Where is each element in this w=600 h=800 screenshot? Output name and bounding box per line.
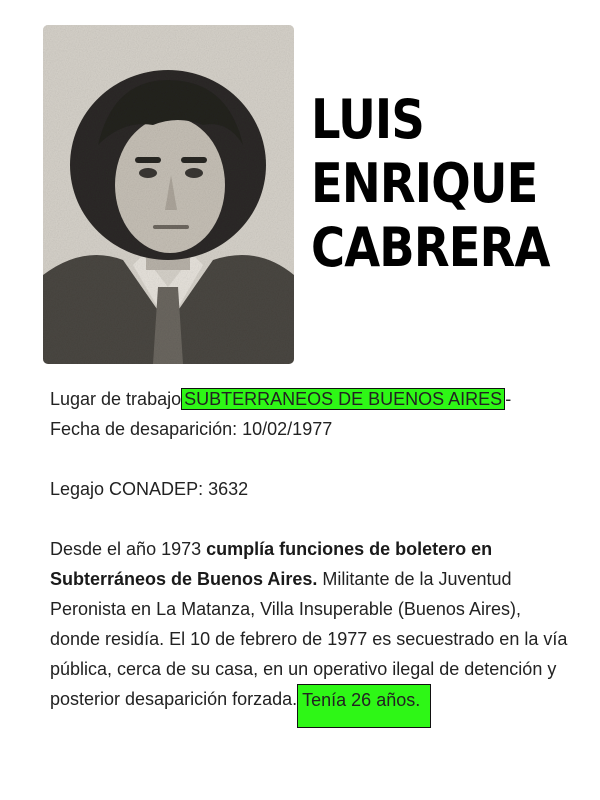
bio-bold: cumplía funciones de boletero en Subterráneos de Buenos Aires. [50, 539, 493, 589]
article-body [50, 384, 570, 728]
age-highlight: Tenía 26 años. [297, 684, 431, 728]
bio-body: Militante de la Juventud Peronista en La Matanza, Villa Insuperable (Buenos Aires), donde residía. El 10 de febrero de 1977 es secuestrado en la vía pública, cerca de su casa, en un operativo ilegal de detención y posterior desaparición forzada. [50, 569, 568, 709]
legajo-line [50, 474, 570, 504]
workplace-separator: - [505, 389, 512, 409]
name-line-last: CABRERA [311, 216, 550, 279]
name-line-first: LUIS [311, 88, 424, 151]
bio-intro: Desde el año 1973 [50, 539, 207, 559]
person-name [311, 88, 552, 280]
disappearance-label: Fecha de desaparición: [50, 419, 238, 439]
legajo-number: 3632 [208, 479, 249, 499]
disappearance-line [50, 414, 570, 444]
name-line-middle: ENRIQUE [311, 152, 538, 215]
disappearance-date: 10/02/1977 [242, 419, 333, 439]
legajo-label: Legajo CONADEP: [50, 479, 204, 499]
portrait-photo [43, 25, 294, 364]
workplace-label: Lugar de trabajo [50, 389, 182, 409]
workplace-value-highlight: SUBTERRANEOS DE BUENOS AIRES [181, 388, 505, 410]
workplace-line [50, 384, 570, 414]
bio-paragraph [50, 534, 570, 728]
